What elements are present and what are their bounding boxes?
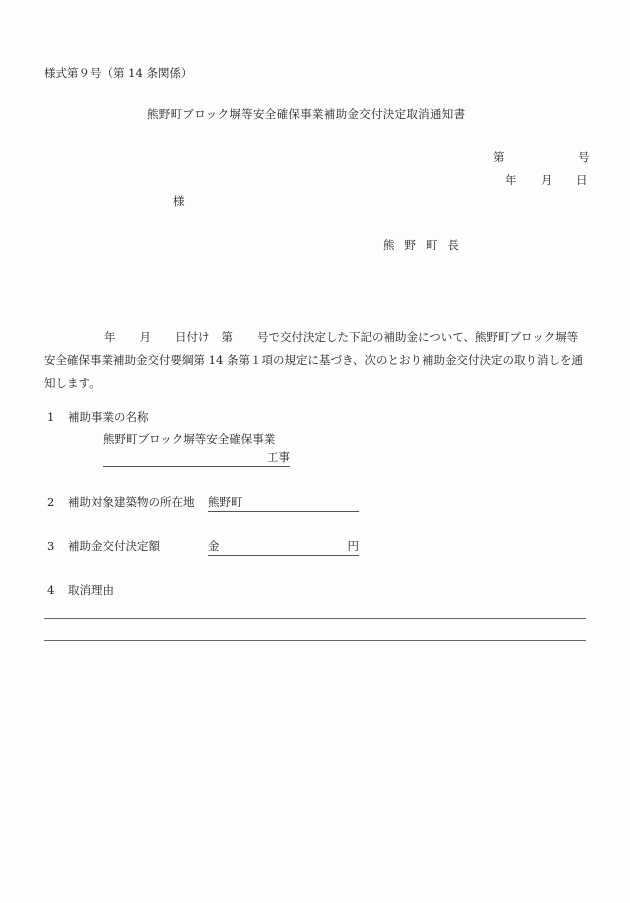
body-year: 年 bbox=[104, 330, 116, 344]
body-line-1 bbox=[44, 326, 589, 349]
document-title: 熊野町ブロック塀等安全確保事業補助金交付決定取消通知書 bbox=[147, 107, 466, 121]
item-1-number: 1 bbox=[47, 410, 55, 424]
body-month: 月 bbox=[139, 330, 151, 344]
form-number: 様式第９号（第 14 条関係） bbox=[44, 66, 193, 80]
item-3-value-suffix: 円 bbox=[347, 539, 359, 553]
item-2-number: 2 bbox=[47, 495, 55, 509]
item-3-label: 補助金交付決定額 bbox=[68, 539, 160, 553]
body-paragraph bbox=[44, 326, 589, 395]
item-1-label: 補助事業の名称 bbox=[68, 410, 149, 424]
item-2-label: 補助対象建築物の所在地 bbox=[68, 495, 195, 509]
item-1-value-line1: 熊野町ブロック塀等安全確保事業 bbox=[103, 432, 276, 446]
issuer-name: 熊野町長 bbox=[383, 238, 469, 252]
reference-number-prefix: 第 bbox=[493, 150, 505, 164]
item-3-value-prefix: 金 bbox=[208, 539, 220, 553]
reason-line-1[interactable] bbox=[44, 618, 586, 619]
item-2-location-field[interactable] bbox=[208, 497, 359, 512]
item-1-project-name-field[interactable] bbox=[103, 452, 290, 467]
item-2-value: 熊野町 bbox=[208, 495, 243, 509]
reference-number-suffix: 号 bbox=[578, 150, 590, 164]
date-year-label: 年 bbox=[505, 173, 517, 187]
item-4-label: 取消理由 bbox=[68, 583, 114, 597]
item-4-number: 4 bbox=[47, 583, 55, 597]
item-1-value-line2: 工事 bbox=[267, 450, 290, 464]
item-3-number: 3 bbox=[47, 539, 55, 553]
item-3-amount-field[interactable] bbox=[208, 541, 359, 556]
reason-line-2[interactable] bbox=[44, 640, 586, 641]
body-day-suffix: 日付け bbox=[175, 330, 210, 344]
date-day-label: 日 bbox=[576, 173, 588, 187]
body-line1-rest: 号で交付決定した下記の補助金について、熊野町ブロック塀等 bbox=[257, 330, 579, 344]
addressee-honorific: 様 bbox=[173, 194, 185, 208]
body-line-3: 知します。 bbox=[44, 376, 101, 390]
body-line-2: 安全確保事業補助金交付要綱第 14 条第１項の規定に基づき、次のとおり補助金交付決定の取り消しを通 bbox=[44, 353, 583, 367]
date-month-label: 月 bbox=[541, 173, 553, 187]
body-dai: 第 bbox=[221, 330, 233, 344]
